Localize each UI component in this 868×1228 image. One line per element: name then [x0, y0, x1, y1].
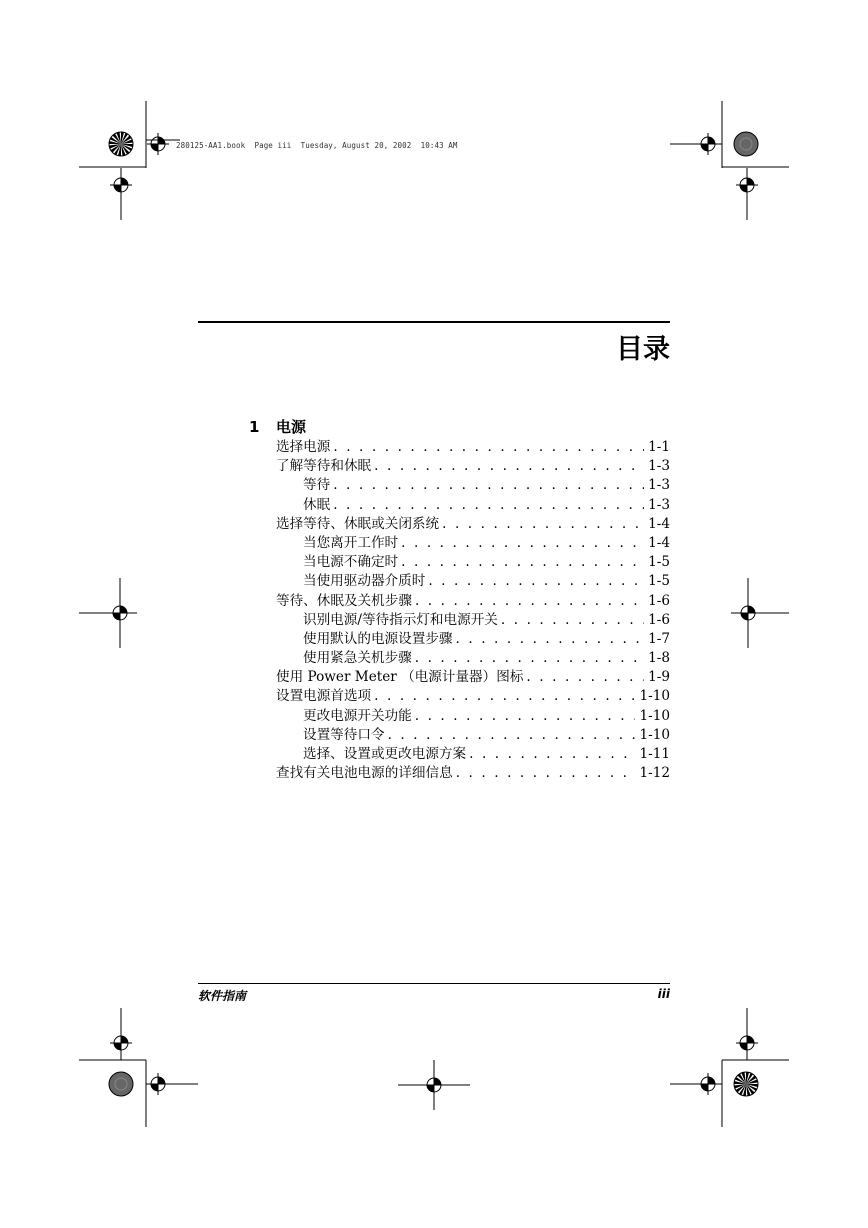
toc-entry-label: 使用 Power Meter （电源计量器）图标 [276, 669, 524, 686]
toc-entry[interactable] [276, 534, 670, 553]
dot-leader [401, 553, 644, 572]
toc-entry[interactable] [276, 457, 670, 476]
dot-leader [501, 611, 644, 630]
toc-entry-page: 1-9 [648, 669, 670, 686]
print-header: 280125-AA1.book Page iii Tuesday, August 20, 2002 10:43 AM [176, 141, 458, 150]
toc-entry[interactable] [276, 707, 670, 726]
toc-entry-label: 等待 [303, 477, 331, 494]
toc-entry[interactable] [276, 592, 670, 611]
toc-entry-page: 1-7 [648, 630, 670, 647]
footer-page-number: iii [657, 987, 670, 1001]
dot-leader [415, 707, 636, 726]
dot-leader [415, 592, 644, 611]
dot-leader [388, 726, 636, 745]
chapter-number: 1 [249, 418, 260, 436]
toc-entry[interactable] [276, 438, 670, 457]
toc-entry-label: 选择、设置或更改电源方案 [303, 746, 467, 762]
toc-entry-page: 1-3 [648, 477, 670, 494]
dot-leader [456, 764, 636, 783]
toc-entry[interactable] [276, 726, 670, 745]
toc-entry-label: 识别电源/等待指示灯和电源开关 [303, 611, 498, 628]
toc-entry-label: 查找有关电池电源的详细信息 [276, 765, 453, 782]
toc-entry[interactable] [276, 764, 670, 783]
toc-entry-list [276, 438, 670, 783]
toc-entry-page: 1-3 [648, 496, 670, 513]
dot-leader [374, 457, 644, 476]
toc-entry-label: 选择等待、休眠或关闭系统 [276, 515, 440, 532]
dot-leader [333, 476, 644, 495]
toc-entry-page: 1-6 [648, 592, 670, 609]
toc-entry-label: 当电源不确定时 [303, 554, 399, 571]
toc-entry[interactable] [276, 687, 670, 706]
toc-entry-label: 当您离开工作时 [303, 534, 399, 551]
toc-entry-label: 当使用驱动器介质时 [303, 573, 426, 590]
toc-entry[interactable] [276, 668, 670, 687]
toc-entry[interactable] [276, 630, 670, 649]
toc-entry[interactable] [276, 572, 670, 591]
toc-entry-label: 设置等待口令 [303, 726, 385, 743]
toc-entry[interactable] [276, 649, 670, 668]
footer-rule [198, 983, 670, 984]
toc-entry[interactable] [276, 476, 670, 495]
toc-entry-page: 1-8 [648, 650, 670, 667]
toc-entry-label: 使用紧急关机步骤 [303, 650, 412, 667]
dot-leader [415, 649, 644, 668]
toc-entry-page: 1-5 [648, 573, 670, 590]
chapter-title: 电源 [276, 418, 307, 436]
toc-entry-page: 1-3 [648, 458, 670, 475]
dot-leader [333, 496, 644, 515]
page-title: 目录 [616, 334, 670, 365]
dot-leader [333, 438, 644, 457]
dot-leader [456, 630, 645, 649]
toc-entry[interactable] [276, 515, 670, 534]
toc-entry[interactable] [276, 496, 670, 515]
toc-entry-label: 等待、休眠及关机步骤 [276, 592, 412, 609]
dot-leader [401, 534, 644, 553]
toc-entry-page: 1-10 [639, 726, 670, 743]
toc-entry-page: 1-10 [639, 707, 670, 724]
toc-entry-label: 休眠 [303, 496, 331, 513]
toc-entry-page: 1-12 [639, 765, 670, 782]
toc-entry-label: 了解等待和休眠 [276, 458, 372, 475]
dot-leader [526, 668, 644, 687]
toc-entry-page: 1-11 [639, 746, 670, 762]
toc-entry[interactable] [276, 553, 670, 572]
toc-entry-label: 更改电源开关功能 [303, 707, 412, 724]
toc-entry-page: 1-1 [648, 439, 670, 455]
toc-entry-page: 1-5 [648, 554, 670, 571]
toc-entry-label: 设置电源首选项 [276, 688, 372, 705]
toc-entry-page: 1-4 [648, 534, 670, 551]
dot-leader [374, 687, 635, 706]
dot-leader [442, 515, 644, 534]
toc-entry-label: 使用默认的电源设置步骤 [303, 630, 453, 647]
toc-entry[interactable] [276, 745, 670, 764]
toc-entry-label: 选择电源 [276, 439, 331, 455]
toc-entry-page: 1-4 [648, 515, 670, 532]
footer-book-title: 软件指南 [198, 989, 247, 1003]
chapter-heading [249, 417, 306, 437]
title-rule [198, 321, 670, 323]
dot-leader [469, 745, 635, 764]
dot-leader [428, 572, 644, 591]
toc-entry-page: 1-6 [648, 611, 670, 628]
toc-entry[interactable] [276, 611, 670, 630]
toc-entry-page: 1-10 [639, 688, 670, 705]
